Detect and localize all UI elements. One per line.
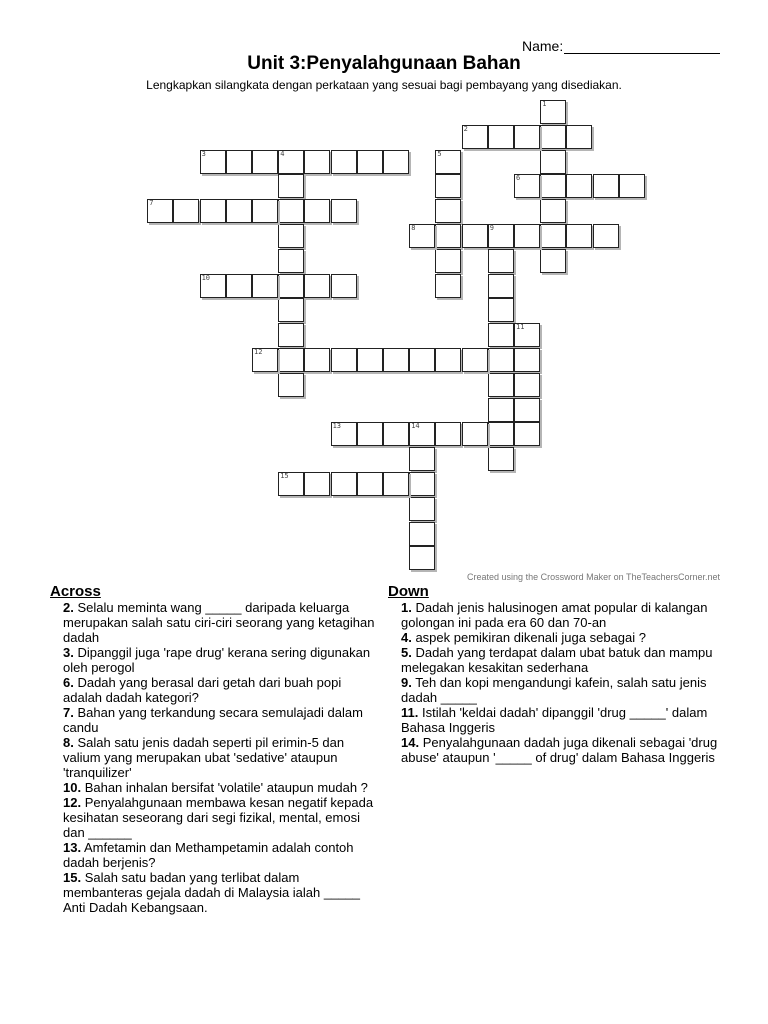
crossword-cell[interactable] bbox=[357, 422, 383, 446]
cell-number: 5 bbox=[437, 149, 442, 158]
crossword-cell[interactable] bbox=[226, 199, 252, 223]
crossword-cell[interactable] bbox=[488, 398, 514, 422]
down-clue bbox=[401, 630, 718, 645]
crossword-cell[interactable] bbox=[514, 422, 540, 446]
crossword-cell[interactable] bbox=[593, 224, 619, 248]
crossword-cell[interactable] bbox=[514, 348, 540, 372]
clue-text: Salah satu badan yang terlibat dalam membanteras gejala dadah di Malaysia ialah _____ Anti Dadah Kebangsaan. bbox=[63, 870, 361, 915]
crossword-cell[interactable] bbox=[566, 125, 592, 149]
crossword-cell[interactable] bbox=[331, 274, 357, 298]
crossword-cell[interactable] bbox=[566, 174, 592, 198]
crossword-cell[interactable] bbox=[435, 422, 461, 446]
clue-number: 6. bbox=[63, 675, 74, 690]
clue-number: 7. bbox=[63, 705, 74, 720]
cell-number: 6 bbox=[516, 174, 521, 183]
crossword-cell[interactable] bbox=[462, 224, 488, 248]
credit-line: Created using the Crossword Maker on TheTeachersCorner.net bbox=[467, 572, 720, 582]
crossword-cell[interactable] bbox=[409, 497, 435, 521]
down-clue-list bbox=[388, 600, 718, 765]
clue-number: 4. bbox=[401, 630, 412, 645]
crossword-cell[interactable] bbox=[200, 274, 226, 298]
crossword-cell[interactable] bbox=[488, 373, 514, 397]
clue-number: 10. bbox=[63, 780, 82, 795]
clue-text: Dadah yang berasal dari getah dari buah popi adalah dadah kategori? bbox=[63, 675, 342, 705]
clue-text: Istilah 'keldai dadah' dipanggil 'drug _____' dalam Bahasa Inggeris bbox=[401, 705, 708, 735]
crossword-cell[interactable] bbox=[540, 125, 566, 149]
cell-number: 13 bbox=[332, 422, 342, 431]
clue-text: Dipanggil juga 'rape drug' kerana sering digunakan oleh perogol bbox=[63, 645, 371, 675]
crossword-cell[interactable] bbox=[462, 125, 488, 149]
crossword-cell[interactable] bbox=[147, 199, 173, 223]
crossword-cell[interactable] bbox=[357, 150, 383, 174]
across-clue bbox=[63, 870, 380, 915]
crossword-cell[interactable] bbox=[540, 174, 566, 198]
down-clue bbox=[401, 675, 718, 705]
crossword-cell[interactable] bbox=[514, 398, 540, 422]
crossword-cell[interactable] bbox=[252, 274, 278, 298]
crossword-cell[interactable] bbox=[278, 150, 304, 174]
crossword-cell[interactable] bbox=[435, 348, 461, 372]
crossword-cell[interactable] bbox=[331, 348, 357, 372]
cell-number: 15 bbox=[280, 472, 289, 480]
clue-text: Bahan yang terkandung secara semulajadi dalam candu bbox=[63, 705, 363, 735]
crossword-cell[interactable] bbox=[278, 249, 304, 273]
cell-number: 1 bbox=[542, 100, 547, 108]
crossword-cell[interactable] bbox=[488, 298, 514, 322]
crossword-cell[interactable] bbox=[540, 199, 566, 223]
clue-number: 3. bbox=[63, 645, 74, 660]
crossword-cell[interactable] bbox=[514, 174, 540, 198]
clue-number: 9. bbox=[401, 675, 412, 690]
crossword-cell[interactable] bbox=[200, 150, 226, 174]
crossword-cell[interactable] bbox=[462, 422, 488, 446]
crossword-cell[interactable] bbox=[331, 199, 357, 223]
page-title: Unit 3:Penyalahgunaan Bahan bbox=[247, 53, 521, 74]
clue-number: 2. bbox=[63, 600, 74, 615]
crossword-cell[interactable] bbox=[488, 348, 514, 372]
across-clue bbox=[63, 645, 380, 675]
crossword-cell[interactable] bbox=[278, 472, 304, 496]
across-clue bbox=[63, 705, 380, 735]
crossword-cell[interactable] bbox=[226, 274, 252, 298]
across-clue bbox=[63, 795, 380, 840]
crossword-cell[interactable] bbox=[331, 422, 357, 446]
crossword-cell[interactable] bbox=[540, 224, 566, 248]
cell-number: 11 bbox=[516, 323, 525, 332]
clue-number: 12. bbox=[63, 795, 82, 810]
clue-number: 14. bbox=[401, 735, 420, 750]
crossword-cell[interactable] bbox=[278, 224, 304, 248]
clue-number: 13. bbox=[63, 840, 82, 855]
crossword-cell[interactable] bbox=[409, 422, 435, 446]
crossword-cell[interactable] bbox=[331, 472, 357, 496]
across-heading: Across bbox=[50, 583, 101, 600]
across-clues bbox=[50, 584, 380, 915]
down-clue bbox=[401, 600, 718, 630]
crossword-cell[interactable] bbox=[304, 472, 330, 496]
clue-text: Amfetamin dan Methampetamin adalah contoh dadah berjenis? bbox=[63, 840, 354, 870]
instructions: Lengkapkan silangkata dengan perkataan yang sesuai bagi pembayang yang disediakan. bbox=[146, 78, 622, 92]
crossword-cell[interactable] bbox=[278, 348, 304, 372]
crossword-cell[interactable] bbox=[173, 199, 199, 223]
crossword-cell[interactable] bbox=[435, 199, 461, 223]
down-clue bbox=[401, 705, 718, 735]
cell-number: 9 bbox=[489, 224, 495, 232]
clue-text: Bahan inhalan bersifat 'volatile' ataupun mudah ? bbox=[81, 780, 368, 795]
crossword-cell[interactable] bbox=[462, 348, 488, 372]
crossword-cell[interactable] bbox=[488, 422, 514, 446]
crossword-cell[interactable] bbox=[252, 150, 278, 174]
crossword-cell[interactable] bbox=[200, 199, 226, 223]
crossword-cell[interactable] bbox=[488, 224, 514, 248]
cell-number: 12 bbox=[254, 348, 263, 356]
crossword-cell[interactable] bbox=[278, 323, 304, 347]
cell-number: 10 bbox=[201, 273, 211, 282]
across-clue bbox=[63, 780, 380, 795]
clue-text: Dadah yang terdapat dalam ubat batuk dan mampu melegakan kesakitan sederhana bbox=[401, 645, 713, 675]
crossword-cell[interactable] bbox=[409, 348, 435, 372]
crossword-cell[interactable] bbox=[566, 224, 592, 248]
cell-number: 3 bbox=[201, 149, 206, 158]
cell-number: 4 bbox=[280, 149, 285, 158]
across-clue bbox=[63, 600, 380, 645]
crossword-cell[interactable] bbox=[304, 348, 330, 372]
clue-number: 11. bbox=[401, 705, 419, 720]
crossword-cell[interactable] bbox=[435, 150, 461, 174]
crossword-cell[interactable] bbox=[514, 373, 540, 397]
crossword-cell[interactable] bbox=[488, 274, 514, 298]
clue-text: Selalu meminta wang _____ daripada keluarga merupakan salah satu ciri-ciri seorang yang ketagihan dadah bbox=[63, 600, 375, 645]
crossword-cell[interactable] bbox=[593, 174, 619, 198]
across-clue-list bbox=[50, 600, 380, 915]
crossword-cell[interactable] bbox=[278, 298, 304, 322]
crossword-cell[interactable] bbox=[278, 199, 304, 223]
crossword-cell[interactable] bbox=[383, 422, 409, 446]
across-clue bbox=[63, 675, 380, 705]
crossword-cell[interactable] bbox=[252, 199, 278, 223]
crossword-cell[interactable] bbox=[514, 224, 540, 248]
crossword-cell[interactable] bbox=[409, 224, 435, 248]
crossword-cell[interactable] bbox=[435, 224, 461, 248]
crossword-cell[interactable] bbox=[383, 150, 409, 174]
clue-text: Penyalahgunaan dadah juga dikenali sebagai 'drug abuse' ataupun '_____ of drug' dalam Bahasa Inggeris bbox=[401, 735, 718, 765]
crossword-cell[interactable] bbox=[488, 447, 514, 471]
clue-text: Dadah jenis halusinogen amat popular di kalangan golongan ini pada era 60 dan 70-an bbox=[401, 600, 708, 630]
clue-text: Salah satu jenis dadah seperti pil erimin-5 dan valium yang merupakan ubat 'sedative' ataupun 'tranquilizer' bbox=[63, 735, 345, 780]
crossword-cell[interactable] bbox=[304, 274, 330, 298]
cell-number: 14 bbox=[411, 422, 420, 431]
crossword-cell[interactable] bbox=[409, 546, 435, 570]
crossword-cell[interactable] bbox=[409, 522, 435, 546]
crossword-cell[interactable] bbox=[409, 447, 435, 471]
crossword-cell[interactable] bbox=[514, 125, 540, 149]
crossword-cell[interactable] bbox=[304, 150, 330, 174]
crossword-cell[interactable] bbox=[331, 150, 357, 174]
cell-number: 7 bbox=[149, 199, 154, 208]
crossword-cell[interactable] bbox=[383, 472, 409, 496]
clue-text: aspek pemikiran dikenali juga sebagai ? bbox=[411, 630, 646, 645]
crossword-cell[interactable] bbox=[357, 472, 383, 496]
crossword-cell[interactable] bbox=[304, 199, 330, 223]
down-clue bbox=[401, 645, 718, 675]
clue-number: 5. bbox=[401, 645, 412, 660]
crossword-cell[interactable] bbox=[540, 150, 566, 174]
name-label: Name: bbox=[522, 38, 564, 54]
down-clues bbox=[388, 584, 718, 765]
crossword-cell[interactable] bbox=[540, 100, 566, 124]
crossword-cell[interactable] bbox=[435, 174, 461, 198]
clue-number: 15. bbox=[63, 870, 82, 885]
down-heading: Down bbox=[388, 583, 429, 600]
clue-number: 1. bbox=[401, 600, 412, 615]
clue-text: Teh dan kopi mengandungi kafein, salah satu jenis dadah _____ bbox=[401, 675, 707, 705]
crossword-cell[interactable] bbox=[488, 323, 514, 347]
crossword-cell[interactable] bbox=[357, 348, 383, 372]
crossword-cell[interactable] bbox=[435, 274, 461, 298]
crossword-cell[interactable] bbox=[514, 323, 540, 347]
crossword-cell[interactable] bbox=[278, 373, 304, 397]
crossword-cell[interactable] bbox=[383, 348, 409, 372]
crossword-cell[interactable] bbox=[409, 472, 435, 496]
clue-number: 8. bbox=[63, 735, 74, 750]
down-clue bbox=[401, 735, 718, 765]
cell-number: 2 bbox=[463, 124, 468, 133]
crossword-cell[interactable] bbox=[435, 249, 461, 273]
crossword-cell[interactable] bbox=[252, 348, 278, 372]
across-clue bbox=[63, 735, 380, 780]
crossword-cell[interactable] bbox=[540, 249, 566, 273]
crossword-cell[interactable] bbox=[488, 125, 514, 149]
crossword-cell[interactable] bbox=[226, 150, 252, 174]
cell-number: 8 bbox=[411, 224, 416, 232]
crossword-cell[interactable] bbox=[278, 274, 304, 298]
crossword-cell[interactable] bbox=[619, 174, 645, 198]
crossword-cell[interactable] bbox=[278, 174, 304, 198]
clue-text: Penyalahgunaan membawa kesan negatif kepada kesihatan seseorang dari segi fizikal, mental, emosi dan ______ bbox=[63, 795, 374, 840]
across-clue bbox=[63, 840, 380, 870]
crossword-cell[interactable] bbox=[488, 249, 514, 273]
